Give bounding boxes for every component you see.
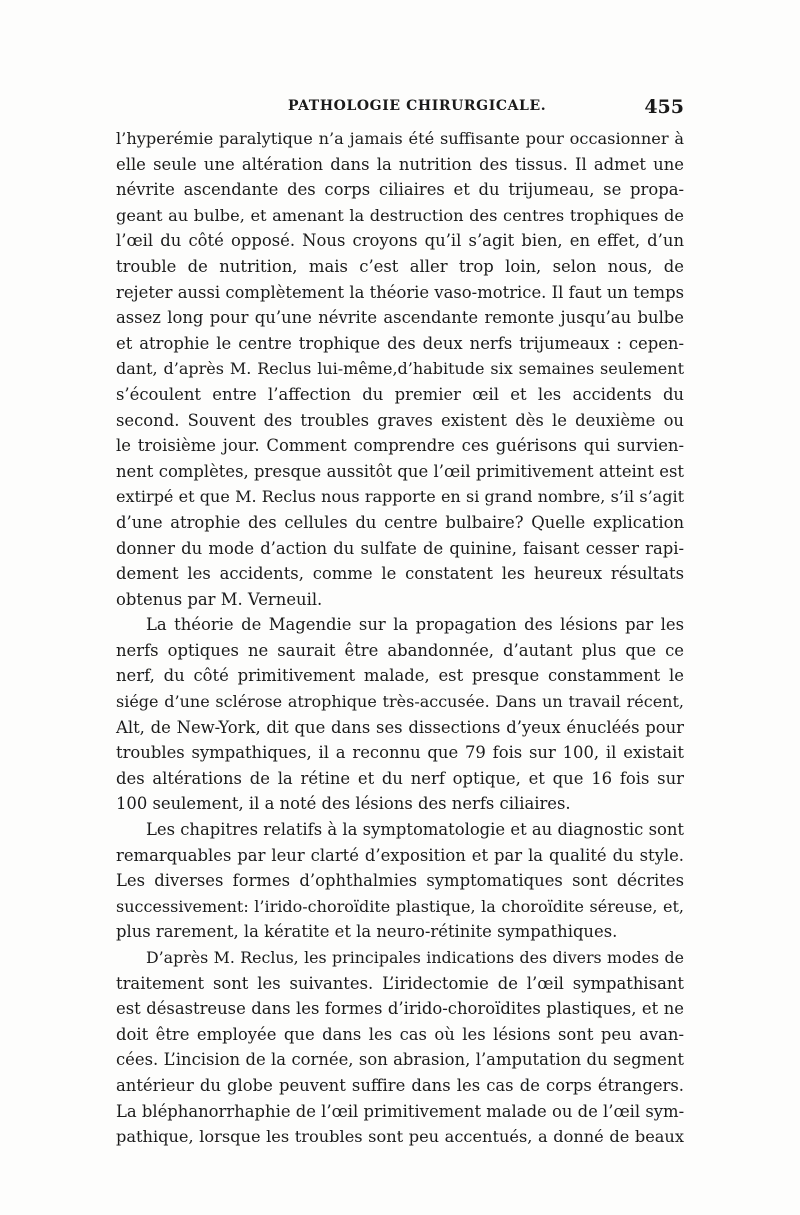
text-line: antérieur du globe peuvent suffire dans les cas de corps étrangers. — [116, 1075, 684, 1095]
text-line: l’œil du côté opposé. Nous croyons qu’il s’agit bien, en effet, d’un — [116, 231, 684, 251]
body-text — [116, 126, 684, 1150]
text-line: second. Souvent des troubles graves existent dès le deuxième ou — [116, 410, 684, 430]
text-line: Alt, de New-York, dit que dans ses dissections d’yeux énucléés pour — [116, 717, 684, 737]
text-line: pathique, lorsque les troubles sont peu accentués, a donné de beaux — [116, 1127, 684, 1147]
text-line: La bléphanorrhaphie de l’œil primitivement malade ou de l’œil sym- — [116, 1101, 685, 1121]
text-line: donner du mode d’action du sulfate de quinine, faisant cesser rapi- — [116, 538, 684, 558]
text-line: nerf, du côté primitivement malade, est presque constamment le — [116, 666, 684, 686]
running-title: PATHOLOGIE CHIRURGICALE. — [288, 98, 547, 114]
text-line: dant, d’après M. Reclus lui-même,d’habitude six semaines seulement — [116, 359, 684, 379]
page-header — [118, 96, 684, 122]
text-line: d’une atrophie des cellules du centre bulbaire? Quelle explication — [116, 512, 684, 532]
text-line: plus rarement, la kératite et la neuro-rétinite sympathiques. — [116, 922, 618, 942]
text-line: traitement sont les suivantes. L’iridectomie de l’œil sympathisant — [116, 973, 684, 993]
text-line: Les diverses formes d’ophthalmies symptomatiques sont décrites — [116, 871, 684, 891]
text-line: doit être employée que dans les cas où les lésions sont peu avan- — [116, 1024, 684, 1044]
text-line: des altérations de la rétine et du nerf optique, et que 16 fois sur — [116, 768, 684, 788]
page-number: 455 — [644, 96, 684, 118]
paragraph-first-line: La théorie de Magendie sur la propagation des lésions par les — [146, 615, 684, 635]
text-line: geant au bulbe, et amenant la destruction des centres trophiques de — [116, 205, 684, 225]
text-line: le troisième jour. Comment comprendre ces guérisons qui survien- — [116, 436, 684, 456]
text-line: extirpé et que M. Reclus nous rapporte en si grand nombre, s’il s’agit — [116, 487, 684, 507]
text-line: nent complètes, presque aussitôt que l’œil primitivement atteint est — [116, 461, 684, 481]
paragraph-first-line: D’après M. Reclus, les principales indications des divers modes de — [146, 948, 684, 967]
paragraph-first-line: Les chapitres relatifs à la symptomatologie et au diagnostic sont — [146, 820, 684, 840]
text-line: l’hyperémie paralytique n’a jamais été suffisante pour occasionner à — [116, 129, 684, 148]
text-line: troubles sympathiques, il a reconnu que 79 fois sur 100, il existait — [116, 743, 684, 763]
text-line: siége d’une sclérose atrophique très-accusée. Dans un travail récent, — [116, 692, 684, 712]
text-line: successivement: l’irido-choroïdite plastique, la choroïdite séreuse, et, — [116, 896, 684, 916]
text-line: trouble de nutrition, mais c’est aller trop loin, selon nous, de — [116, 256, 684, 276]
text-line: et atrophie le centre trophique des deux nerfs trijumeaux : cepen- — [116, 333, 684, 353]
text-line: est désastreuse dans les formes d’irido-choroïdites plastiques, et ne — [116, 999, 684, 1019]
text-line: s’écoulent entre l’affection du premier œil et les accidents du — [116, 384, 684, 404]
text-line: elle seule une altération dans la nutrition des tissus. Il admet une — [116, 154, 684, 174]
text-line: remarquables par leur clarté d’exposition et par la qualité du style. — [116, 845, 684, 865]
text-line: obtenus par M. Verneuil. — [116, 589, 323, 609]
text-line: assez long pour qu’une névrite ascendante remonte jusqu’au bulbe — [116, 308, 684, 328]
text-line: dement les accidents, comme le constatent les heureux résultats — [116, 564, 684, 584]
text-line: névrite ascendante des corps ciliaires et du trijumeau, se propa- — [116, 180, 684, 200]
text-line: rejeter aussi complètement la théorie vaso-motrice. Il faut un temps — [116, 282, 684, 302]
text-line: 100 seulement, il a noté des lésions des nerfs ciliaires. — [116, 794, 571, 814]
text-line: nerfs optiques ne saurait être abandonnée, d’autant plus que ce — [116, 640, 684, 660]
text-line: cées. L’incision de la cornée, son abrasion, l’amputation du segment — [116, 1050, 684, 1070]
